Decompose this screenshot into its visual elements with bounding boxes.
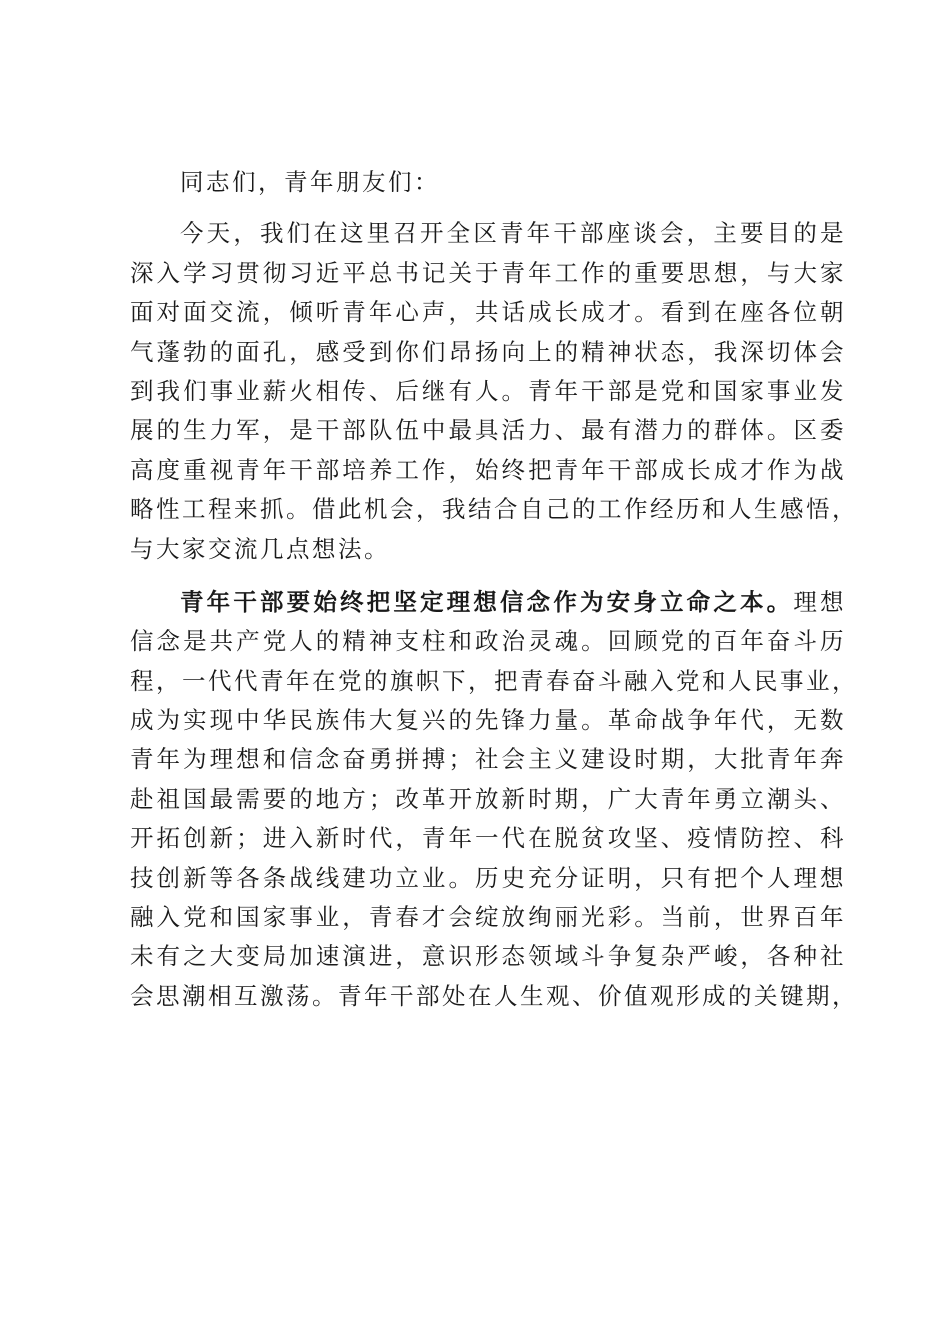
heading-continuation: 理想 [793,587,847,616]
paragraph-line: 到我们事业薪火相传、后继有人。青年干部是党和国家事业发 [130,376,846,405]
paragraph-line: 信念是共产党人的精神支柱和政治灵魂。回顾党的百年奋斗历 [130,627,846,656]
paragraph-line: 与大家交流几点想法。 [130,534,390,563]
paragraph-line: 会思潮相互激荡。青年干部处在人生观、价值观形成的关键期， [130,981,858,1010]
paragraph-line: 技创新等各条战线建功立业。历史充分证明，只有把个人理想 [130,863,846,892]
paragraph-line: 高度重视青年干部培养工作，始终把青年干部成长成才作为战 [130,455,846,484]
paragraph-line: 程，一代代青年在党的旗帜下，把青春奋斗融入党和人民事业， [130,666,858,695]
paragraph-line: 成为实现中华民族伟大复兴的先锋力量。革命战争年代，无数 [130,706,846,735]
speech-body [130,163,858,1016]
paragraph-line: 略性工程来抓。借此机会，我结合自己的工作经历和人生感悟， [130,495,858,524]
paragraph-line: 深入学习贯彻习近平总书记关于青年工作的重要思想，与大家 [130,258,846,287]
paragraph-first-line [130,583,846,622]
paragraph-line: 赴祖国最需要的地方；改革开放新时期，广大青年勇立潮头、 [130,784,846,813]
paragraph-line: 开拓创新；进入新时代，青年一代在脱贫攻坚、疫情防控、科 [130,824,846,853]
paragraph-line: 展的生力军，是干部队伍中最具活力、最有潜力的群体。区委 [130,416,846,445]
paragraph-line: 融入党和国家事业，青春才会绽放绚丽光彩。当前，世界百年 [130,903,846,932]
paragraph-line: 青年为理想和信念奋勇拼搏；社会主义建设时期，大批青年奔 [130,745,846,774]
paragraph-opening [130,214,858,569]
paragraph-line: 今天，我们在这里召开全区青年干部座谈会，主要目的是 [180,219,846,248]
paragraph-ideals [130,583,858,1016]
salutation: 同志们，青年朋友们： [180,168,440,196]
paragraph-line: 气蓬勃的面孔，感受到你们昂扬向上的精神状态，我深切体会 [130,337,846,366]
paragraph-line: 未有之大变局加速演进，意识形态领域斗争复杂严峻，各种社 [130,942,846,971]
paragraph-line: 面对面交流，倾听青年心声，共话成长成才。看到在座各位朝 [130,298,846,327]
section-heading: 青年干部要始终把坚定理想信念作为安身立命之本。 [180,587,794,616]
